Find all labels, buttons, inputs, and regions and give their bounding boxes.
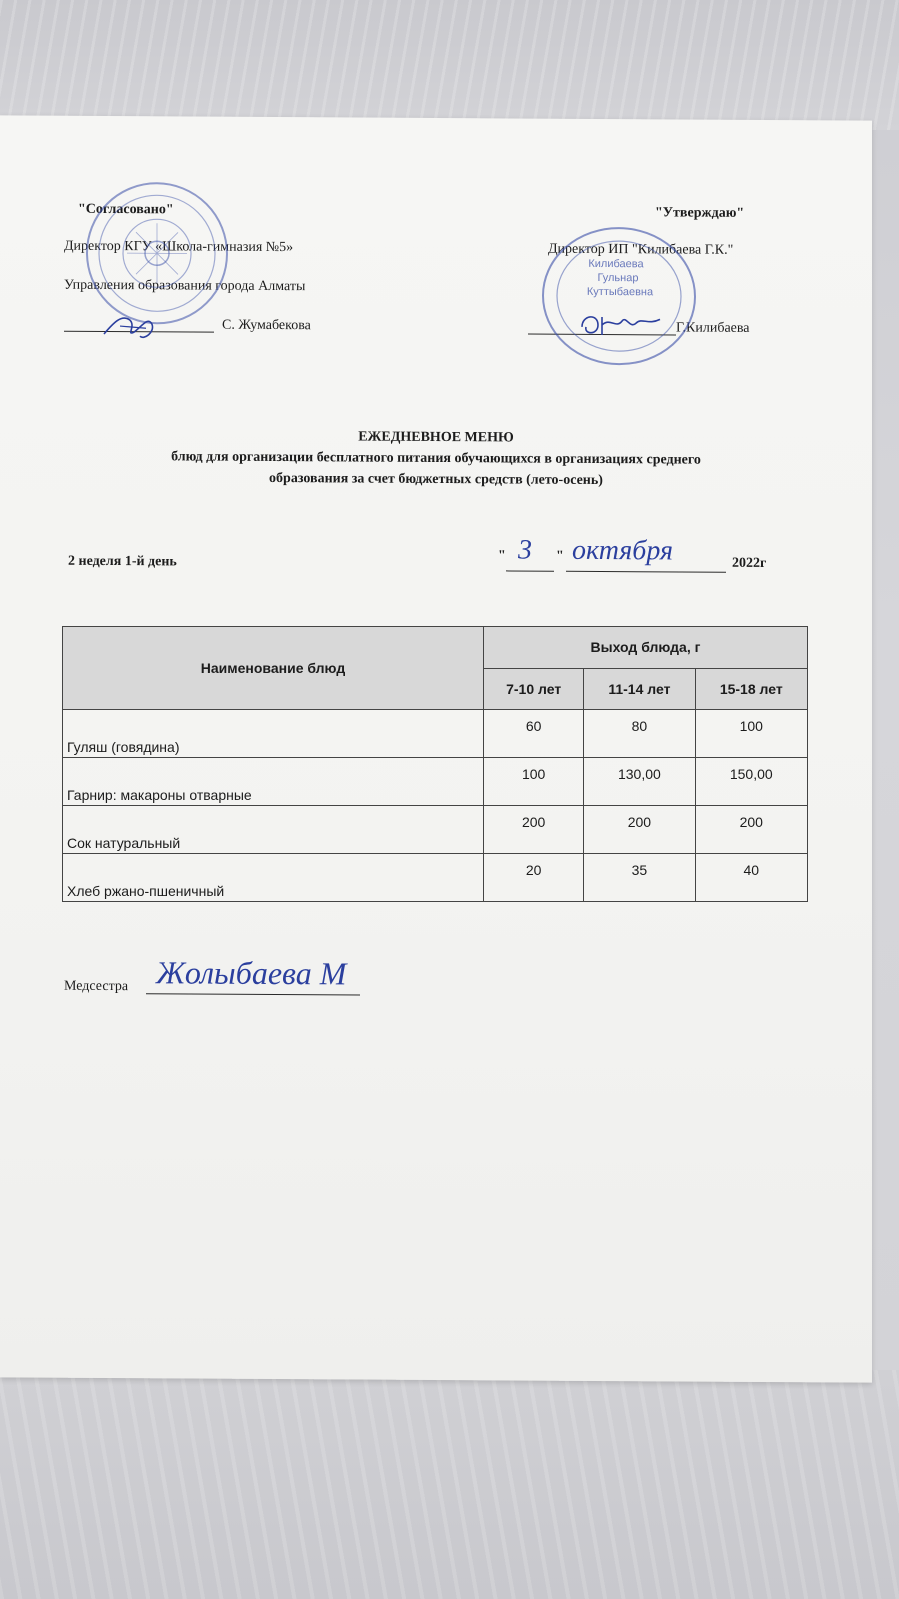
dish-name: Сок натуральный: [63, 806, 484, 854]
portion-value: 20: [484, 854, 584, 902]
signature-left: [100, 306, 170, 346]
approval-left-line2: Управления образования города Алматы: [64, 277, 306, 295]
menu-table: [62, 626, 808, 902]
dish-name: Гуляш (говядина): [63, 710, 484, 758]
nurse-signature: Жолыбаева М: [156, 954, 347, 992]
date-quote-close: ": [556, 548, 564, 564]
stamp-text-2: Гульнар: [597, 271, 639, 285]
header-age-group: 11-14 лет: [584, 668, 695, 710]
header-output: Выход блюда, г: [484, 627, 808, 669]
portion-value: 100: [484, 758, 584, 806]
document-subtitle-line1: блюд для организации бесплатного питания обучающихся в организациях среднего: [171, 449, 701, 468]
approval-right-title: "Утверждаю": [655, 205, 745, 221]
portion-value: 40: [695, 854, 807, 902]
table-row: [63, 758, 808, 806]
portion-value: 150,00: [695, 758, 807, 806]
portion-value: 100: [695, 710, 807, 758]
portion-value: 60: [484, 710, 584, 758]
approval-left-line1: Директор КГУ «Школа-гимназия №5»: [64, 238, 294, 256]
date-month-handwritten: октября: [572, 534, 674, 567]
portion-value: 80: [584, 710, 695, 758]
portion-value: 130,00: [584, 758, 695, 806]
date-month-line: [566, 571, 726, 573]
portion-value: 200: [695, 806, 807, 854]
nurse-label: Медсестра: [64, 978, 129, 995]
document-subtitle-line2: образования за счет бюджетных средств (лето-осень): [269, 470, 603, 489]
approval-left-signatory: С. Жумабекова: [222, 317, 311, 334]
date-year: 2022г: [732, 555, 767, 572]
table-row: [63, 806, 808, 854]
portion-value: 200: [584, 806, 695, 854]
table-row: [63, 710, 808, 758]
approval-left-title: "Согласовано": [78, 201, 174, 218]
document-title: ЕЖЕДНЕВНОЕ МЕНЮ: [358, 429, 514, 446]
portion-value: 200: [484, 806, 584, 854]
date-day-line: [506, 570, 554, 571]
date-day-handwritten: 3: [518, 534, 532, 566]
background-fabric-top: [0, 0, 899, 130]
dish-name: Гарнир: макароны отварные: [63, 758, 484, 806]
background-fabric-bottom: [0, 1370, 899, 1599]
seal-stamp-right: [538, 223, 700, 370]
signature-right: [576, 303, 666, 344]
approval-right-signatory: Г.Килибаева: [676, 320, 750, 336]
header-age-group: 7-10 лет: [484, 668, 584, 710]
header-dish-name: Наименование блюд: [63, 627, 484, 710]
approval-right-line1: Директор ИП "Килибаева Г.К.": [548, 241, 734, 258]
week-day-label: 2 неделя 1-й день: [68, 553, 177, 570]
dish-name: Хлеб ржано-пшеничный: [63, 854, 484, 902]
nurse-signature-line: [146, 993, 360, 995]
stamp-text-3: Куттыбаевна: [586, 285, 654, 299]
table-row: [63, 854, 808, 902]
stamp-text-1: Килибаева: [588, 257, 644, 271]
portion-value: 35: [584, 854, 695, 902]
date-quote-open: ": [498, 548, 506, 564]
header-age-group: 15-18 лет: [695, 668, 807, 710]
